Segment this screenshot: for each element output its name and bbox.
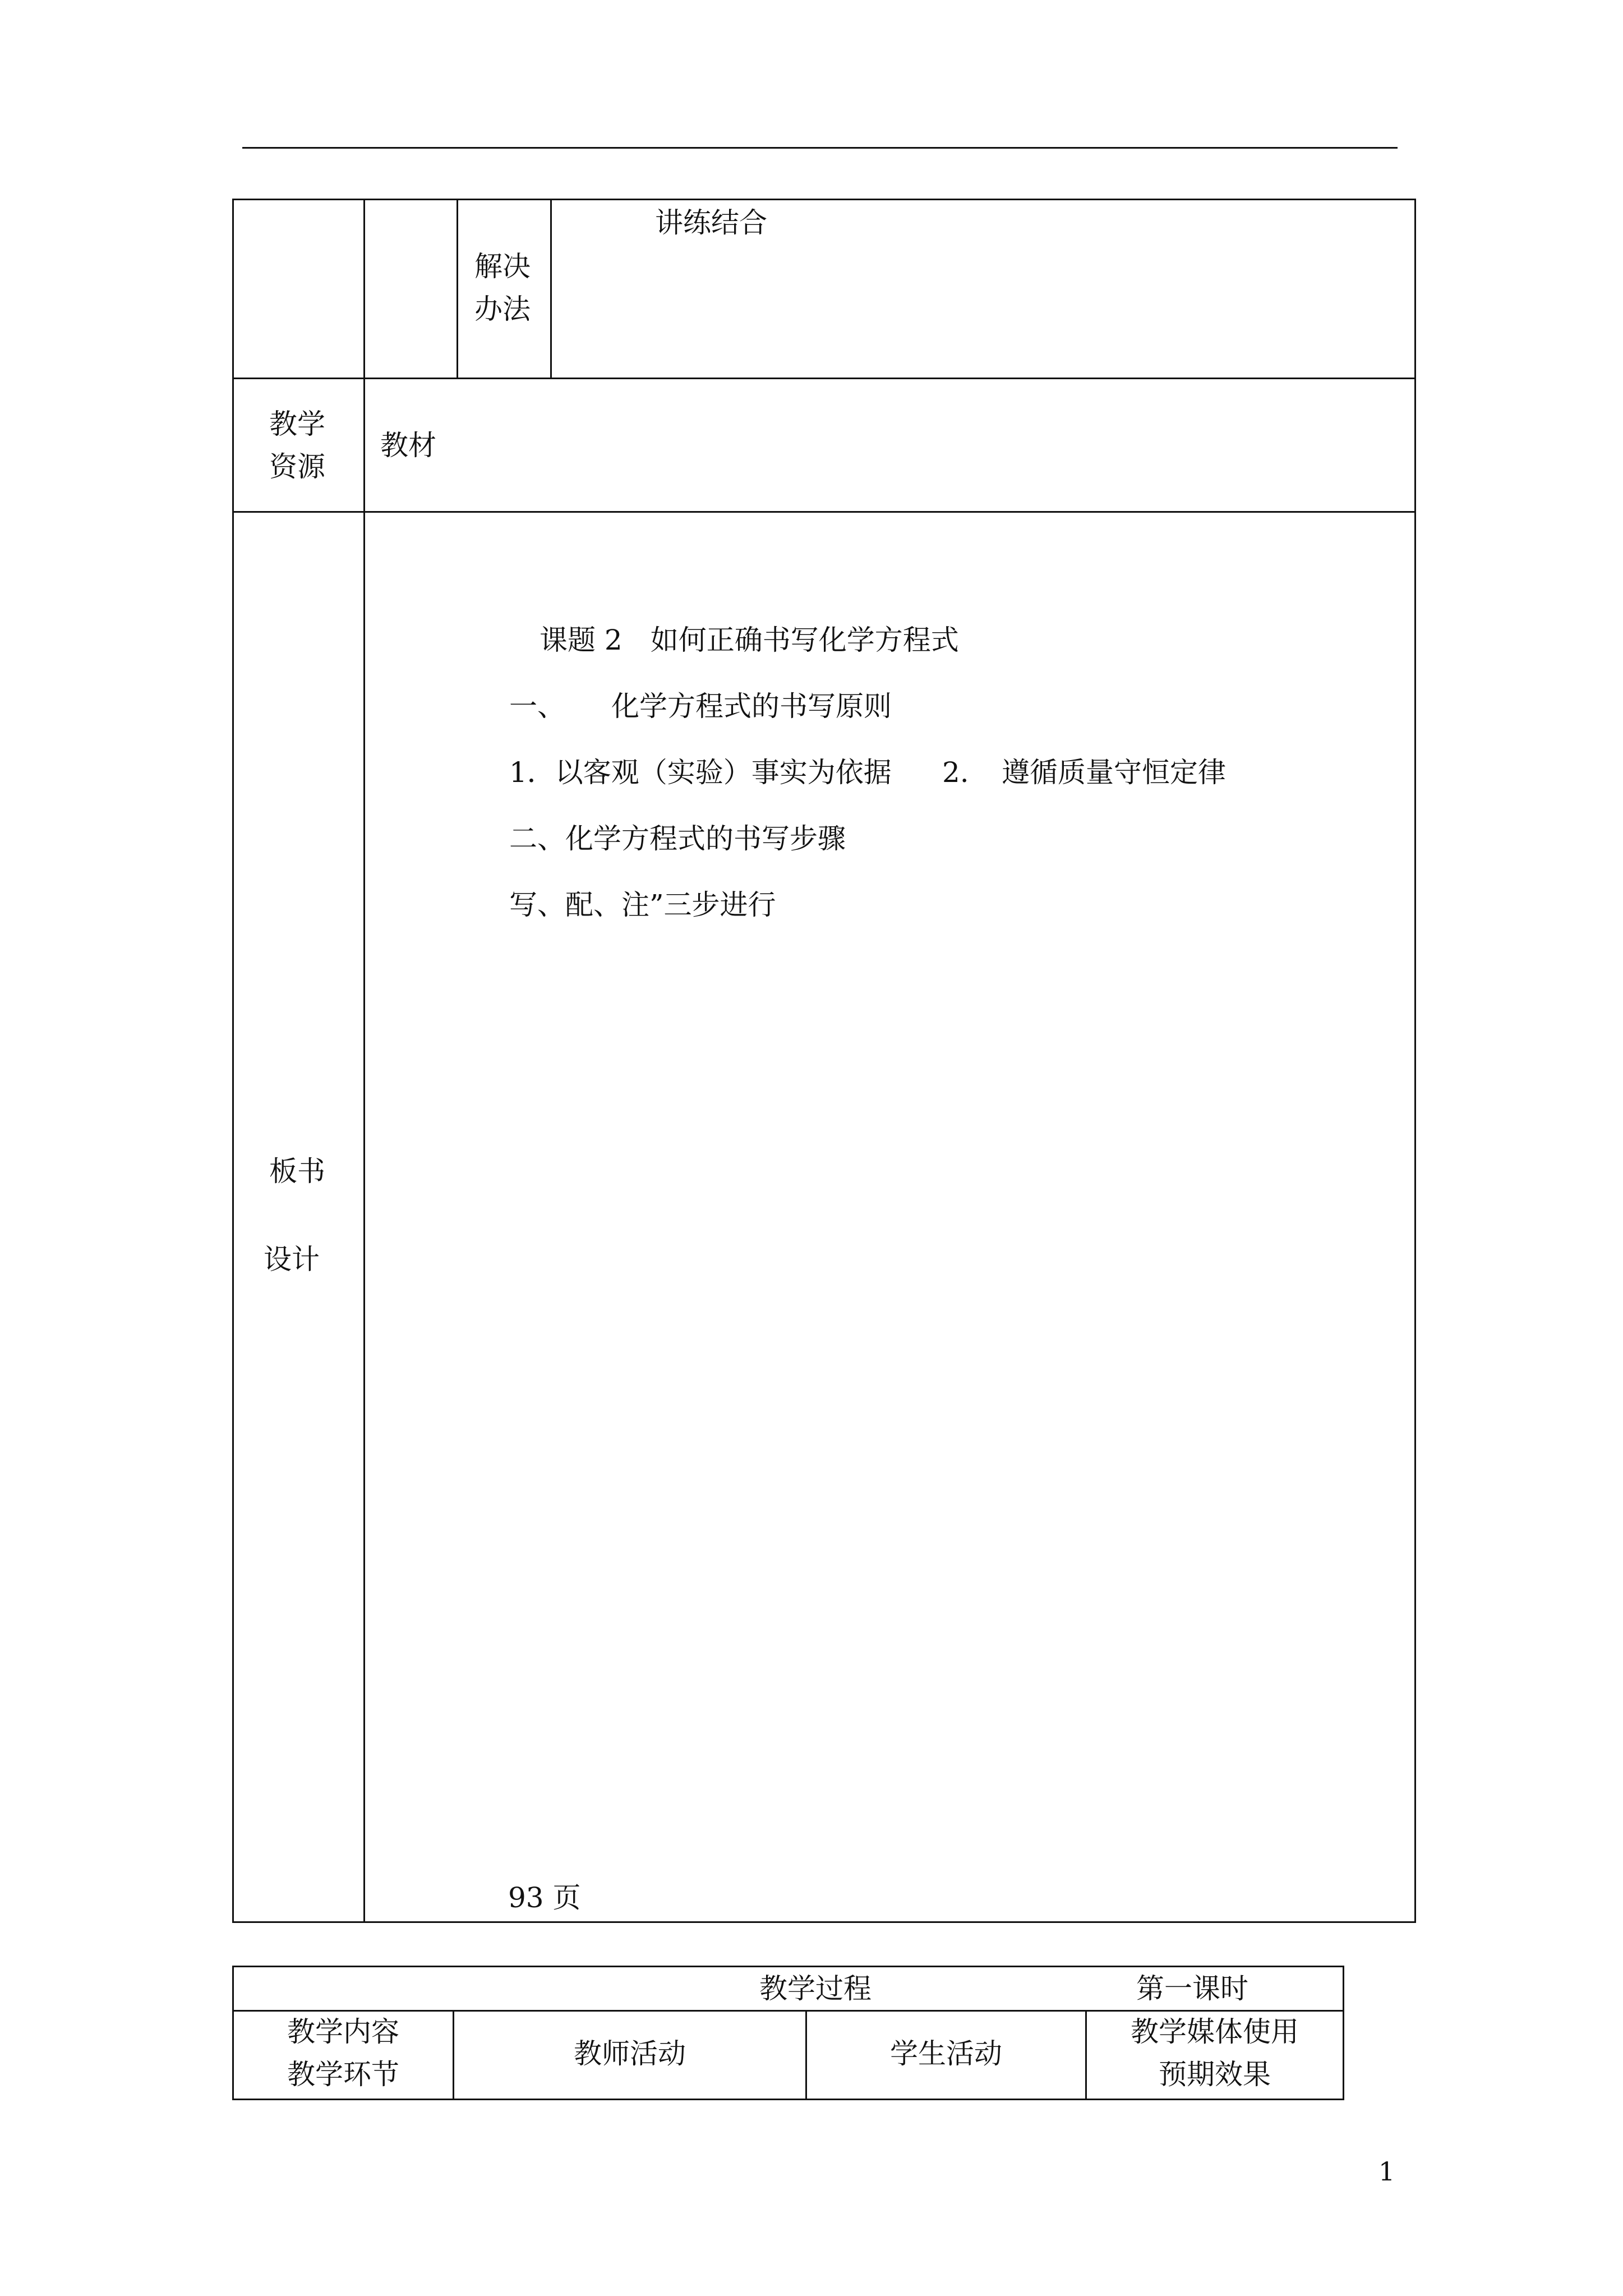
col-header-teacher: 教师活动 [574, 2037, 686, 2070]
table-border-left [232, 199, 234, 1923]
method-label-line1: 解决 [474, 250, 531, 283]
table-border-top [232, 199, 1416, 200]
col-header-content-line1: 教学内容 [287, 2016, 399, 2048]
table-border-bottom [232, 1921, 1416, 1923]
table-col-divider [363, 199, 365, 1923]
board-steps: 写、配、注”三步进行 [509, 889, 776, 921]
table2-border-right [1343, 1966, 1344, 2100]
board-label-line1: 板书 [269, 1155, 325, 1188]
process-title: 教学过程 [759, 1972, 872, 2005]
board-sec2: 二、化学方程式的书写步骤 [509, 822, 846, 855]
table2-border-top [232, 1966, 1344, 1967]
col-header-media-line2: 预期效果 [1159, 2058, 1271, 2091]
method-label-line2: 办法 [474, 293, 531, 325]
col-header-student: 学生活动 [890, 2037, 1002, 2070]
col-header-content-line2: 教学环节 [287, 2058, 399, 2091]
resource-label-line2: 资源 [269, 450, 325, 483]
table-row-divider [232, 378, 1416, 379]
board-title: 课题 2 如何正确书写化学方程式 [540, 624, 959, 656]
board-page-ref: 93 页 [508, 1881, 581, 1914]
table-border-right [1414, 199, 1416, 1923]
resource-label-line1: 教学 [269, 408, 325, 440]
board-sec1-num: 一、 [509, 690, 565, 723]
lesson-label: 第一课时 [1136, 1972, 1248, 2005]
board-item2-num: 2. [942, 756, 969, 789]
board-sec1-text: 化学方程式的书写原则 [611, 690, 892, 723]
table2-border-bottom [232, 2099, 1344, 2100]
table-col-divider [457, 199, 458, 379]
board-item1: 1．以客观（实验）事实为依据 [509, 756, 892, 789]
resource-value: 教材 [380, 429, 436, 462]
table2-row-divider [232, 2010, 1344, 2012]
table-row-divider [232, 511, 1416, 513]
col-header-media-line1: 教学媒体使用 [1131, 2016, 1299, 2048]
method-value: 讲练结合 [655, 206, 767, 239]
table-col-divider [550, 199, 552, 379]
page-number: 1 [1378, 2156, 1395, 2187]
board-label-line2: 设计 [264, 1243, 320, 1276]
board-item2-text: 遵循质量守恒定律 [1002, 756, 1226, 789]
header-rule [242, 147, 1398, 149]
